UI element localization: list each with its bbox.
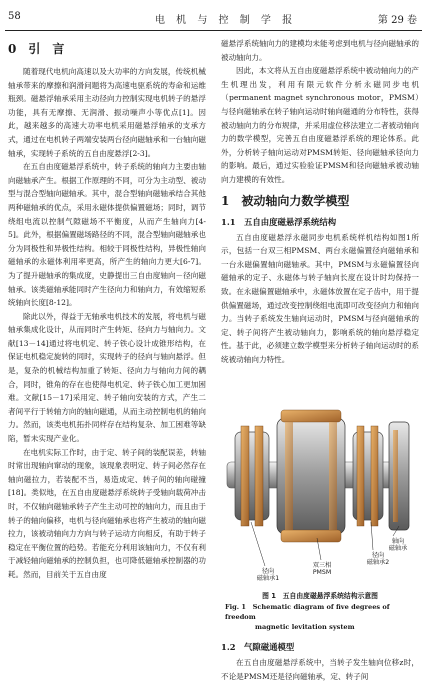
figure-caption-chinese: 图 1 五自由度磁悬浮系统结构示意图 — [262, 592, 378, 601]
paragraph: 磁悬浮系统轴向力的建模均未能考虑到电机与径向磁轴承的被动轴向力。 — [221, 39, 419, 62]
paragraph: 在五自由度磁悬浮系统中，转子系统的轴向力主要由轴向磁轴承产生。根据工作原理的不同，可分为主动型、被动型与混合型轴向磁轴承。其中，混合型轴向磁轴承结合其他两种磁轴承的优点，采用永磁体提供偏置磁场；同时，调节绕组电流以控制气隙磁场不平衡度，从而产生轴向力[4-5]。此外，根据偏置磁场路径的不同，混合型轴向磁轴承也分为同极性和异极性结构。相较于同极性结构，异极性轴向磁轴承的永磁体利用率更高，所产生的轴向力更大[6-7]。为了提升磁轴承的集成度，史静提出三自由度轴向－径向磁轴承。该类磁轴承能同时产生径向力和轴向力，有效缩短系统轴向长度[8-12]。 — [8, 162, 206, 308]
paragraph: 五自由度磁悬浮永磁同步电机系统样机结构如图1所示，包括一台双三相PMSM、两台永磁偏置径向磁轴承和一台永磁偏置轴向磁轴承。其中，PMSM与永磁偏置径向磁轴承的定子、永磁体与转子轴向长度在设计时均保持一致。在永磁偏置磁轴承中，永磁体放置在定子齿中，用于提供偏置磁场，通过改变控制绕组电流即可改变径向力和轴向力。当转子系统发生轴向运动时，PMSM与径向磁轴承的定、转子间将产生被动轴向力，影响系统的轴向悬浮稳定性。基于此，必须建立数学模型来分析转子轴向运动时的系统被动轴向力特性。 — [221, 232, 419, 364]
left-column — [8, 37, 206, 582]
radial-bearing-2-label: 径向 磁轴承2 — [366, 552, 390, 567]
section-1-heading: 1 被动轴向力数学模型 — [221, 193, 350, 208]
header-rule — [5, 30, 422, 31]
paragraph: 在五自由度磁悬浮系统中，当转子发生轴向位移z时，不论是PMSM还是径向磁轴承，定、转子间 — [221, 658, 419, 682]
paragraph: 除此以外，得益于无轴承电机技术的发展，将电机与磁轴承集成化设计，从而同时产生转矩、径向力与轴向力。文献[13－14]通过将电机定、转子铁心设计成锥形结构，在保证电机稳定旋转的同时，实现转子的径向与轴向悬浮。但是，复杂的机械结构加重了转矩、径向力与轴向力间的耦合，同时，锥角的存在也使得电机定、转子铁心加工更加困难。文献[15－17]采用定、转子轴向安装的方式，产生二者间平行于转轴方向的轴向磁通，从而主动控制电机的轴向力。然而，该类电机拓扑同样存在结构复杂、加工困难等缺陷，暂未实现产业化。 — [8, 311, 206, 444]
page-header — [0, 0, 427, 32]
section-introduction-heading: 0 引 言 — [8, 42, 65, 56]
caption-en-line-2: magnetic levitation system — [255, 623, 355, 632]
pmsm-label: 双三相 PMSM — [312, 562, 332, 577]
subsection-1-2-heading: 1.2 气隙磁通模型 — [221, 642, 295, 653]
figure-caption-english — [221, 602, 419, 632]
caption-en-line-1: Fig. 1 Schematic diagram of five degrees of freedom — [225, 603, 390, 622]
radial-bearing-1-label: 径向 磁轴承1 — [256, 568, 280, 583]
journal-title: 电 机 与 控 制 学 报 — [155, 15, 297, 26]
axial-bearing-label: 轴向 磁轴承 — [388, 538, 408, 553]
paragraph: 随着现代电机向高速以及大功率的方向发展，传统机械轴承带来的摩擦和润滑问题将为高速电驱系统的寿命和运维瓶颈。磁悬浮轴承采用主动径向力控制实现电机转子的悬浮功能，具有无摩擦、无润滑、振动噪声小等优点[1]。因此，越来越多的高速大功率电机采用磁悬浮轴承的支承方式，通过在电机转子两端安装两台径向磁轴承和一台轴向磁轴承，实现转子系统的五自由度悬浮[2-3]。 — [8, 67, 206, 158]
page-number: 58 — [8, 11, 21, 22]
volume-label: 第 29 卷 — [377, 15, 417, 26]
paragraph: 因此，本文将从五自由度磁悬浮系统中被动轴向力的产生机理出发，利用有限元软件分析永磁同步电机（permanent magnet synchronous motor，PMSM）与径向磁轴承在转子轴向运动时轴向磁通的分布特性，获得被动轴向力的分布规律，并采用虚位移法建立二者被动轴向力的数学模型，完善五自由度磁悬浮系统的理论体系。此外，分析转子轴向运动对PMSM转矩、径向磁轴承径向力的影响。最后，通过实验验证PMSM和径向磁轴承被动轴向力建模的有效性。 — [221, 66, 419, 184]
subsection-1-1-heading: 1.1 五自由度磁悬浮系统结构 — [221, 216, 337, 227]
right-column — [221, 37, 419, 684]
figure-1 — [221, 370, 419, 588]
paragraph: 在电机实际工作时，由于定、转子间的装配误差，转轴时常出现轴向窜动的现象，该现象表明定、转子间必然存在轴向磁拉力，若装配不当，易造成定、转子间的轴向碰撞[18]。类似地，在五自由度磁悬浮系统转子受轴向载荷冲击时，不仅轴向磁轴承转子产生主动可控的轴向力，而且由于转子的轴向偏移，电机与径向磁轴承也将产生被动的轴向磁拉力，该被动轴向力方向与转子运动方向相反，有助于转子稳定在平衡位置的趋势。若能充分利用该轴向力，不仅有利于减轻轴向磁轴承的控制负担，也可降低磁轴承控制器的功耗。然而，目前关于五自由度 — [8, 447, 206, 579]
